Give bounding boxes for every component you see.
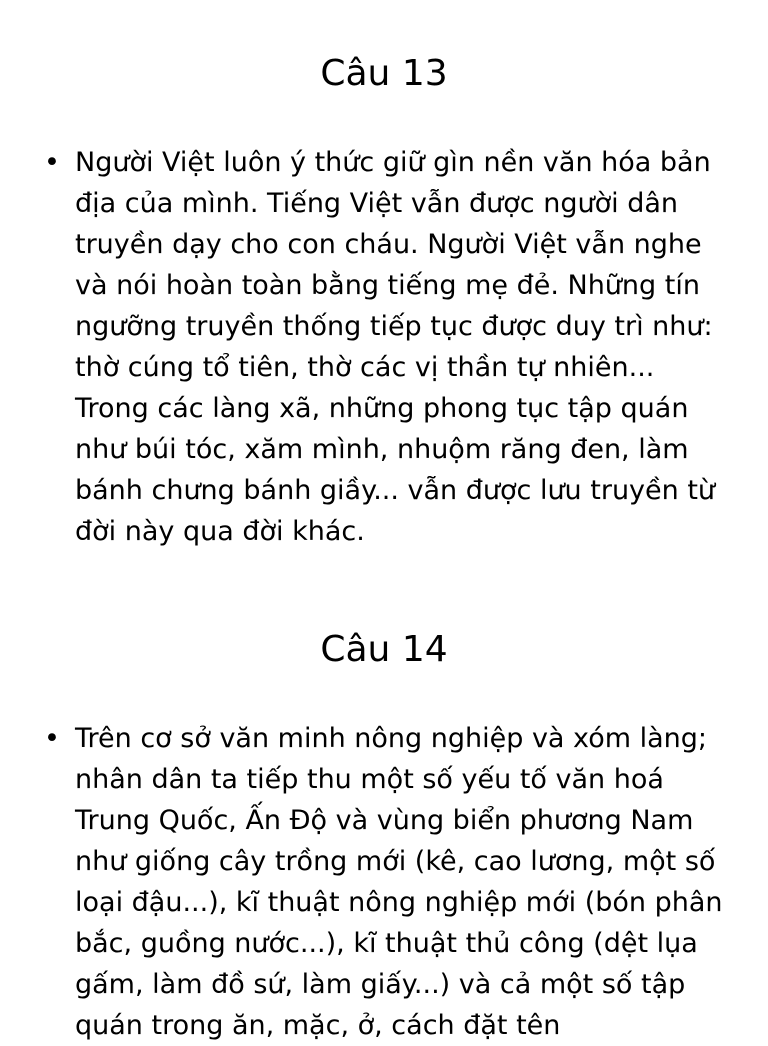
slide-title: Câu 13 [320, 53, 448, 94]
bullet-item [44, 718, 734, 1046]
bullet-icon: • [44, 723, 60, 754]
bullet-text: Người Việt luôn ý thức giữ gìn nền văn hóa bản địa của mình. Tiếng Việt vẫn được người dân truyền dạy cho con cháu. Người Việt vẫn nghe và nói hoàn toàn bằng tiếng mẹ đẻ. Những tín ngưỡng truyền thống tiếp tục được duy trì như: thờ cúng tổ tiên, thờ các vị thần tự nhiên... Trong các làng xã, những phong tục tập quán như búi tóc, xăm mình, nhuộm răng đen, làm bánh chưng bánh giầy... vẫn được lưu truyền từ đời này qua đời khác. [75, 147, 716, 547]
bullet-list [44, 142, 734, 552]
slide-title: Câu 14 [320, 629, 448, 670]
bullet-icon: • [44, 147, 60, 178]
bullet-item [44, 142, 734, 552]
bullet-list [44, 718, 734, 1046]
bullet-text: Trên cơ sở văn minh nông nghiệp và xóm làng; nhân dân ta tiếp thu một số yếu tố văn hoá Trung Quốc, Ấn Độ và vùng biển phương Nam như giống cây trồng mới (kê, cao lương, một số loại đậu...), kĩ thuật nông nghiệp mới (bón phân bắc, guồng nước...), kĩ thuật thủ công (dệt lụa gấm, làm đồ sứ, làm giấy...) và cả một số tập quán trong ăn, mặc, ở, cách đặt tên [75, 723, 723, 1041]
